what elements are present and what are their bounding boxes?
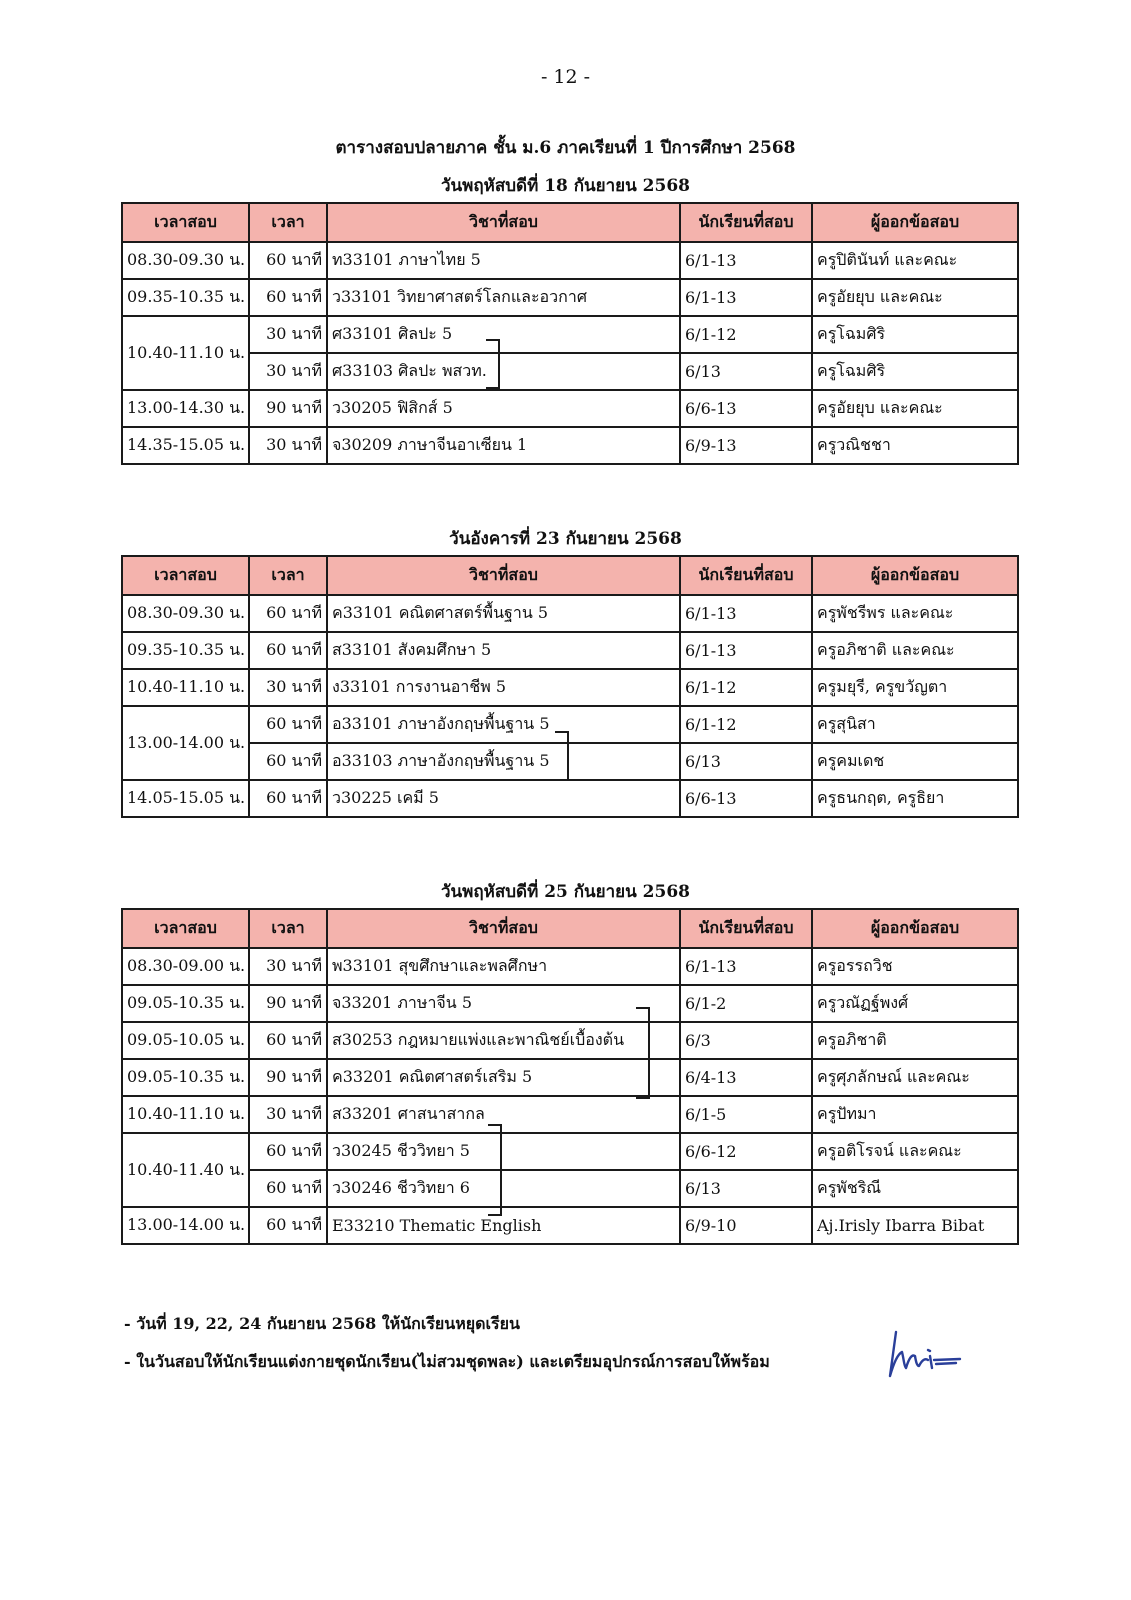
duration-cell: 60 นาที	[249, 1133, 327, 1170]
header-row	[122, 909, 1018, 948]
examiner-cell: ครูอภิชาติ	[812, 1022, 1018, 1059]
students-cell: 6/1-13	[680, 948, 812, 985]
exam-table-day-1	[121, 202, 1019, 465]
group-bracket	[636, 1007, 650, 1099]
exam-time-cell: 08.30-09.30 น.	[122, 595, 249, 632]
duration-cell: 30 นาที	[249, 669, 327, 706]
examiner-cell: ครูอติโรจน์ และคณะ	[812, 1133, 1018, 1170]
subject-cell: ว30246 ชีววิทยา 6	[327, 1170, 680, 1207]
table-row	[122, 948, 1018, 985]
examiner-cell: ครูธนกฤต, ครูธิยา	[812, 780, 1018, 817]
students-cell: 6/13	[680, 1170, 812, 1207]
examiner-cell: Aj.Irisly Ibarra Bibat	[812, 1207, 1018, 1244]
duration-cell: 30 นาที	[249, 353, 327, 390]
duration-cell: 60 นาที	[249, 595, 327, 632]
subject-cell: ส33201 ศาสนาสากล	[327, 1096, 680, 1133]
signature	[884, 1326, 964, 1384]
subject-cell: ว33101 วิทยาศาสตร์โลกและอวกาศ	[327, 279, 680, 316]
duration-cell: 30 นาที	[249, 316, 327, 353]
table-row	[122, 780, 1018, 817]
exam-time-cell: 09.05-10.35 น.	[122, 1059, 249, 1096]
table-row	[122, 985, 1018, 1022]
students-cell: 6/1-5	[680, 1096, 812, 1133]
subject-cell: ค33201 คณิตศาสตร์เสริม 5	[327, 1059, 680, 1096]
duration-cell: 60 นาที	[249, 780, 327, 817]
table-row	[122, 1096, 1018, 1133]
exam-time-cell: 13.00-14.00 น.	[122, 706, 249, 780]
subject-cell: พ33101 สุขศึกษาและพลศึกษา	[327, 948, 680, 985]
examiner-cell: ครูอรรถวิช	[812, 948, 1018, 985]
exam-time-cell: 09.35-10.35 น.	[122, 632, 249, 669]
subject-cell: ส30253 กฎหมายแพ่งและพาณิชย์เบื้องต้น	[327, 1022, 680, 1059]
examiner-cell: ครูศุภลักษณ์ และคณะ	[812, 1059, 1018, 1096]
table-row	[122, 669, 1018, 706]
students-cell: 6/13	[680, 743, 812, 780]
page-number: - 12 -	[540, 66, 591, 88]
subject-cell: ว30245 ชีววิทยา 5	[327, 1133, 680, 1170]
header-exam-time: เวลาสอบ	[122, 556, 249, 595]
students-cell: 6/9-13	[680, 427, 812, 464]
exam-time-cell: 10.40-11.10 น.	[122, 316, 249, 390]
header-duration: เวลา	[249, 203, 327, 242]
exam-time-cell: 14.35-15.05 น.	[122, 427, 249, 464]
exam-time-cell: 08.30-09.30 น.	[122, 242, 249, 279]
subject-cell: จ30209 ภาษาจีนอาเซียน 1	[327, 427, 680, 464]
examiner-cell: ครูวณิชชา	[812, 427, 1018, 464]
subject-cell: ศ33103 ศิลปะ พสวท.	[327, 353, 680, 390]
examiner-cell: ครูวณัฏฐ์พงศ์	[812, 985, 1018, 1022]
students-cell: 6/13	[680, 353, 812, 390]
examiner-cell: ครูโฉมศิริ	[812, 353, 1018, 390]
students-cell: 6/1-13	[680, 279, 812, 316]
header-students: นักเรียนที่สอบ	[680, 203, 812, 242]
group-bracket	[555, 731, 569, 781]
exam-time-cell: 09.35-10.35 น.	[122, 279, 249, 316]
header-duration: เวลา	[249, 556, 327, 595]
students-cell: 6/6-13	[680, 390, 812, 427]
students-cell: 6/3	[680, 1022, 812, 1059]
header-exam-time: เวลาสอบ	[122, 909, 249, 948]
students-cell: 6/1-2	[680, 985, 812, 1022]
duration-cell: 60 นาที	[249, 743, 327, 780]
exam-time-cell: 08.30-09.00 น.	[122, 948, 249, 985]
examiner-cell: ครูมยุรี, ครูขวัญตา	[812, 669, 1018, 706]
subject-cell: อ33101 ภาษาอังกฤษพื้นฐาน 5	[327, 706, 680, 743]
table-row	[122, 743, 1018, 780]
subject-cell: ศ33101 ศิลปะ 5	[327, 316, 680, 353]
exam-time-cell: 09.05-10.05 น.	[122, 1022, 249, 1059]
students-cell: 6/1-13	[680, 632, 812, 669]
exam-time-cell: 13.00-14.00 น.	[122, 1207, 249, 1244]
students-cell: 6/1-12	[680, 706, 812, 743]
header-duration: เวลา	[249, 909, 327, 948]
group-bracket	[488, 1124, 502, 1216]
subject-cell: E33210 Thematic English	[327, 1207, 680, 1244]
students-cell: 6/1-12	[680, 316, 812, 353]
duration-cell: 30 นาที	[249, 427, 327, 464]
students-cell: 6/6-12	[680, 1133, 812, 1170]
exam-time-cell: 13.00-14.30 น.	[122, 390, 249, 427]
header-subject: วิชาที่สอบ	[327, 909, 680, 948]
table-row	[122, 427, 1018, 464]
duration-cell: 60 นาที	[249, 1170, 327, 1207]
header-subject: วิชาที่สอบ	[327, 556, 680, 595]
duration-cell: 60 นาที	[249, 279, 327, 316]
table-row	[122, 1133, 1018, 1170]
table-row	[122, 1059, 1018, 1096]
header-examiner: ผู้ออกข้อสอบ	[812, 203, 1018, 242]
group-bracket	[486, 339, 500, 389]
duration-cell: 60 นาที	[249, 242, 327, 279]
header-students: นักเรียนที่สอบ	[680, 556, 812, 595]
exam-time-cell: 10.40-11.10 น.	[122, 1096, 249, 1133]
duration-cell: 30 นาที	[249, 1096, 327, 1133]
duration-cell: 60 นาที	[249, 1022, 327, 1059]
subject-cell: ง33101 การงานอาชีพ 5	[327, 669, 680, 706]
examiner-cell: ครูอภิชาติ และคณะ	[812, 632, 1018, 669]
examiner-cell: ครูปิตินันท์ และคณะ	[812, 242, 1018, 279]
exam-time-cell: 10.40-11.40 น.	[122, 1133, 249, 1207]
note-1: - วันที่ 19, 22, 24 กันยายน 2568 ให้นักเรียนหยุดเรียน	[124, 1314, 520, 1333]
subject-cell: อ33103 ภาษาอังกฤษพื้นฐาน 5	[327, 743, 680, 780]
table-row	[122, 1207, 1018, 1244]
table-row	[122, 316, 1018, 353]
table-row	[122, 390, 1018, 427]
table-row	[122, 706, 1018, 743]
header-examiner: ผู้ออกข้อสอบ	[812, 556, 1018, 595]
examiner-cell: ครูปัทมา	[812, 1096, 1018, 1133]
students-cell: 6/9-10	[680, 1207, 812, 1244]
examiner-cell: ครูโฉมศิริ	[812, 316, 1018, 353]
duration-cell: 60 นาที	[249, 1207, 327, 1244]
table-row	[122, 242, 1018, 279]
duration-cell: 60 นาที	[249, 706, 327, 743]
header-subject: วิชาที่สอบ	[327, 203, 680, 242]
exam-table-day-2	[121, 555, 1019, 818]
examiner-cell: ครูพัชริณี	[812, 1170, 1018, 1207]
duration-cell: 90 นาที	[249, 1059, 327, 1096]
examiner-cell: ครูคมเดช	[812, 743, 1018, 780]
subject-cell: ว30205 ฟิสิกส์ 5	[327, 390, 680, 427]
duration-cell: 60 นาที	[249, 632, 327, 669]
examiner-cell: ครูอัยยุบ และคณะ	[812, 279, 1018, 316]
duration-cell: 30 นาที	[249, 948, 327, 985]
students-cell: 6/1-13	[680, 595, 812, 632]
header-row	[122, 556, 1018, 595]
duration-cell: 90 นาที	[249, 390, 327, 427]
header-examiner: ผู้ออกข้อสอบ	[812, 909, 1018, 948]
examiner-cell: ครูพัชรีพร และคณะ	[812, 595, 1018, 632]
students-cell: 6/6-13	[680, 780, 812, 817]
examiner-cell: ครูสุนิสา	[812, 706, 1018, 743]
subject-cell: ค33101 คณิตศาสตร์พื้นฐาน 5	[327, 595, 680, 632]
exam-time-cell: 10.40-11.10 น.	[122, 669, 249, 706]
table-row	[122, 1170, 1018, 1207]
exam-time-cell: 09.05-10.35 น.	[122, 985, 249, 1022]
table-row	[122, 279, 1018, 316]
students-cell: 6/1-13	[680, 242, 812, 279]
table-row	[122, 1022, 1018, 1059]
exam-table-day-3	[121, 908, 1019, 1245]
day-heading-3: วันพฤหัสบดีที่ 25 กันยายน 2568	[440, 882, 690, 902]
examiner-cell: ครูอัยยุบ และคณะ	[812, 390, 1018, 427]
table-row	[122, 632, 1018, 669]
day-heading-2: วันอังคารที่ 23 กันยายน 2568	[449, 529, 682, 549]
exam-time-cell: 14.05-15.05 น.	[122, 780, 249, 817]
table-row	[122, 353, 1018, 390]
subject-cell: จ33201 ภาษาจีน 5	[327, 985, 680, 1022]
header-exam-time: เวลาสอบ	[122, 203, 249, 242]
students-cell: 6/4-13	[680, 1059, 812, 1096]
header-students: นักเรียนที่สอบ	[680, 909, 812, 948]
students-cell: 6/1-12	[680, 669, 812, 706]
subject-cell: ว30225 เคมี 5	[327, 780, 680, 817]
table-row	[122, 595, 1018, 632]
document-title: ตารางสอบปลายภาค ชั้น ม.6 ภาคเรียนที่ 1 ปีการศึกษา 2568	[335, 138, 796, 158]
day-heading-1: วันพฤหัสบดีที่ 18 กันยายน 2568	[440, 176, 690, 196]
subject-cell: ส33101 สังคมศึกษา 5	[327, 632, 680, 669]
subject-cell: ท33101 ภาษาไทย 5	[327, 242, 680, 279]
header-row	[122, 203, 1018, 242]
duration-cell: 90 นาที	[249, 985, 327, 1022]
note-2: - ในวันสอบให้นักเรียนแต่งกายชุดนักเรียน(ไม่สวมชุดพละ) และเตรียมอุปกรณ์การสอบให้พร้อม	[124, 1352, 770, 1371]
